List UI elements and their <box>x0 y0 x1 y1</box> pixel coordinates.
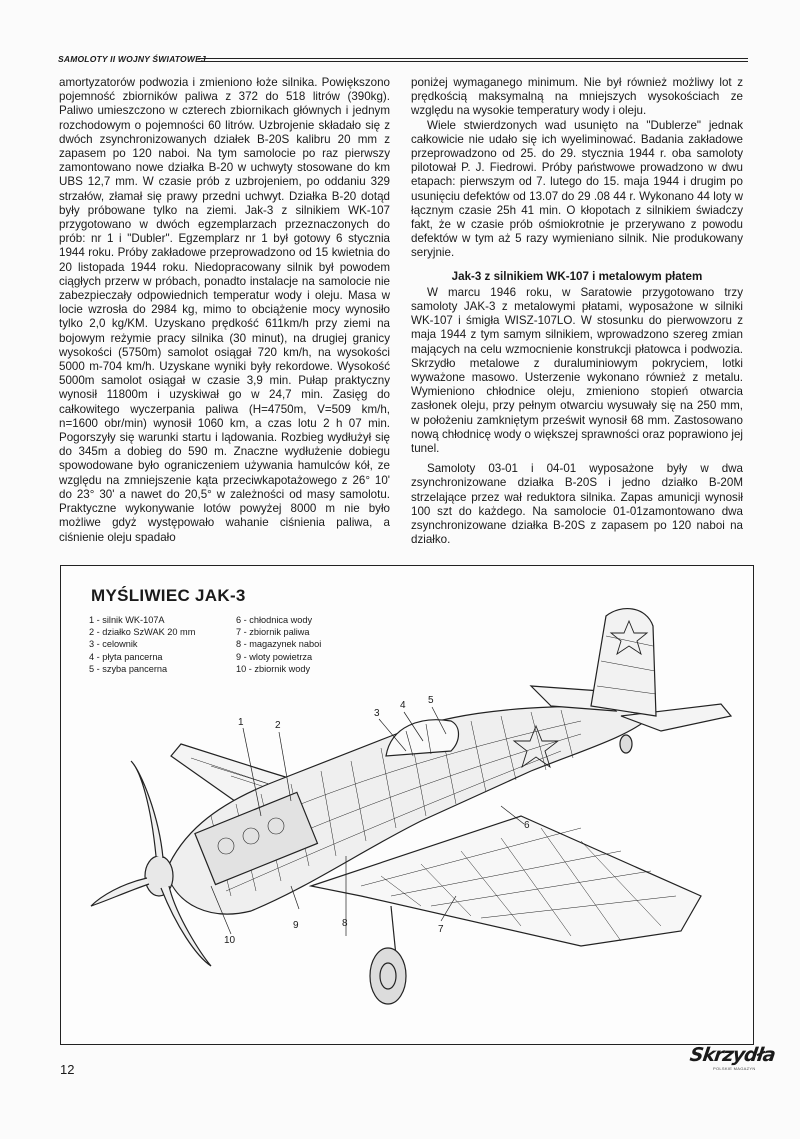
paragraph: W marcu 1946 roku, w Saratowie przygotowano trzy samoloty JAK-3 z metalowymi płatami, wyposażone w silniki WK-107 i śmigła WISZ-107LO. W stosunku do pierwowzoru z maja 1944 z tym samym silnikiem, wprowadzono szereg zmian mających na celu wzmocnienie konstrukcji płatowca i podwozia. Skrzydło metalowe z duraluminiowym pokryciem, lotki wyważone masowo. Usterzenie wykonano również z metalu. Wymieniono chłodnice oleju, zmieniono stopień otwarcia zasłonek oleju, przy pełnym otwarciu wysuwały się na 250 mm, w położeniu zamkniętym prześwit wynosił 68 mm. Zastosowano nową chłodnicę wody o większej sprawności oraz poprawiono jej tunel. <box>411 285 743 456</box>
legend-item: 2 - działko SzWAK 20 mm <box>89 627 196 638</box>
callout-label: 8 <box>342 918 348 929</box>
callout-label: 7 <box>438 924 444 935</box>
legend-item: 7 - zbiornik paliwa <box>236 627 310 638</box>
legend-item: 4 - płyta pancerna <box>89 651 163 662</box>
legend-item: 3 - celownik <box>89 639 138 650</box>
legend-item: 9 - wloty powietrza <box>236 651 313 662</box>
legend-item: 6 - chłodnica wody <box>236 615 313 625</box>
callout-label: 5 <box>428 695 434 706</box>
left-column <box>59 76 390 545</box>
callout-label: 6 <box>524 820 530 831</box>
page-number: 12 <box>60 1062 75 1077</box>
callout-label: 4 <box>400 700 406 711</box>
right-column <box>411 76 743 548</box>
paragraph: amortyzatorów podwozia i zmieniono łoże silnika. Powiększono pojemność zbiorników paliwa z 372 do 518 litrów (390kg). Paliwo umieszczono w czterech zbiornikach głównych i jednym rozchodowym o pojemności 60 litrów. Uzbrojenie składało się z dwóch zsynchronizowanych działek B-20S kalibru 20 mm z zapasem po 120 naboi. Na tym samolocie po raz pierwszy zamontowano nowe działka B-20 w uchwyty stosowane do km UBS 12,7 mm. W czasie prób z uzbrojeniem, po oddaniu 329 strzałów, złamał się prawy przedni uchwyt. Działka B-20 dotąd były próbowane tylko na ziemi. Jak-3 z silnikiem WK-107 przygotowano w dwóch egzemplarzach przeznaczonych do prób: nr 1 i "Dubler". Egzemplarz nr 1 był gotowy 6 stycznia 1944 roku. Próby zakładowe przeprowadzono od 15 kwietnia do 20 listopada 1944 roku. Niedopracowany silnik był powodem ciągłych przerw w próbach, ponadto instalacje na samolocie nie zabezpieczały odpowiednich temperatur wody i oleju. Masa w locie wzrosła do 2984 kg, mimo to obciążenie mocy wynosiło tylko 2,0 kg/KM. Uzyskano prędkość 611km/h przy ziemi na bojowym reżymie pracy silnika (30 minut), na drugiej granicy wysokości (5750m) samolot osiągał 720 km/h, na wysokości 5000 m-704 km/h. Uzyskane wyniki były rekordowe. Wysokość 5000m samolot osiągał w czasie 3,9 min. Pułap praktyczny wynosił 11800m i uzyskiwał go w 24,7 min. Zasięg do całkowitego wyczerpania paliwa (H=4750m, V=509 km/h, n=1600 obr/min) wynosił 1060 km, a czas lotu 2 h 07 min. Pogorszyły się warunki startu i lądowania. Rozbieg wydłużył się do 345m a dobieg do 590 m. Znaczne wydłużenie dobiegu spowodowane było ograniczeniem używania hamulców kół, ze względu na zmniejszenie kąta przeciwkapotażowego z 26° 10' do 23° 30' a nawet do 20,5° w zależności od masy samolotu. Praktyczne wykonywanie lotów powyżej 8000 m nie było możliwe gdyż występowało wahanie ciśnienia paliwa, a ciśnienie oleju spadało <box>59 76 390 544</box>
magazine-logo-subtitle: POLSKIE MAGAZYN <box>713 1066 756 1071</box>
callout-label: 2 <box>275 720 281 731</box>
legend-item: 8 - magazynek naboi <box>236 639 322 650</box>
legend-item: 5 - szyba pancerna <box>89 663 168 674</box>
callout-label: 3 <box>374 708 380 719</box>
callout-label: 1 <box>238 717 244 728</box>
section-subheading: Jak-3 z silnikiem WK-107 i metalowym płatem <box>451 269 703 283</box>
legend-item: 10 - zbiornik wody <box>236 663 311 674</box>
section-title: SAMOLOTY II WOJNY ŚWIATOWEJ <box>58 54 206 64</box>
cutaway-figure <box>60 565 754 1045</box>
aircraft-cutaway-drawing <box>61 566 753 1044</box>
magazine-logo: Skrzydła <box>688 1044 777 1066</box>
header-rule <box>198 58 748 62</box>
callout-label: 9 <box>293 920 299 931</box>
paragraph: Samoloty 03-01 i 04-01 wyposażone były w dwa zsynchronizowane działka B-20S i jedno działko B-20M strzelające przez wał reduktora silnika. Zapas amunicji wynosił 100 szt do każdego. Na samolocie 01-01zamontowano dwa zsynchronizowane działka B-20S z zapasem po 120 naboi na działko. <box>411 462 743 547</box>
legend-item: 1 - silnik WK-107A <box>89 615 165 625</box>
paragraph: poniżej wymaganego minimum. Nie był również możliwy lot z prędkością maksymalną na mniejszych wysokościach ze względu na wysokie temperatury wody i oleju. <box>411 76 743 118</box>
callout-label: 10 <box>224 935 236 946</box>
figure-title: MYŚLIWIEC JAK-3 <box>91 586 246 605</box>
paragraph: Wiele stwierdzonych wad usunięto na "Dublerze" jednak całkowicie nie udało się ich wyeliminować. Badania zakładowe przeprowadzono od 25. do 29. stycznia 1944 r. oba samoloty pilotował P. J. Fiedrowi. Próby państwowe prowadzono w dwu etapach: pierwszym od 7. lutego do 15. maja 1944 i drugim po usunięciu defektów od 13.07 do 29 .08 44 r. Wykonano 44 loty w łącznym czasie 25h 41 min. O kłopotach z silnikiem świadczy fakt, że w czasie prób ośmiokrotnie je przerywano z powodu defektów w tym aż 5 razy wymieniano silnik. Nie produkowany seryjnie. <box>411 118 743 260</box>
running-header <box>58 54 748 68</box>
